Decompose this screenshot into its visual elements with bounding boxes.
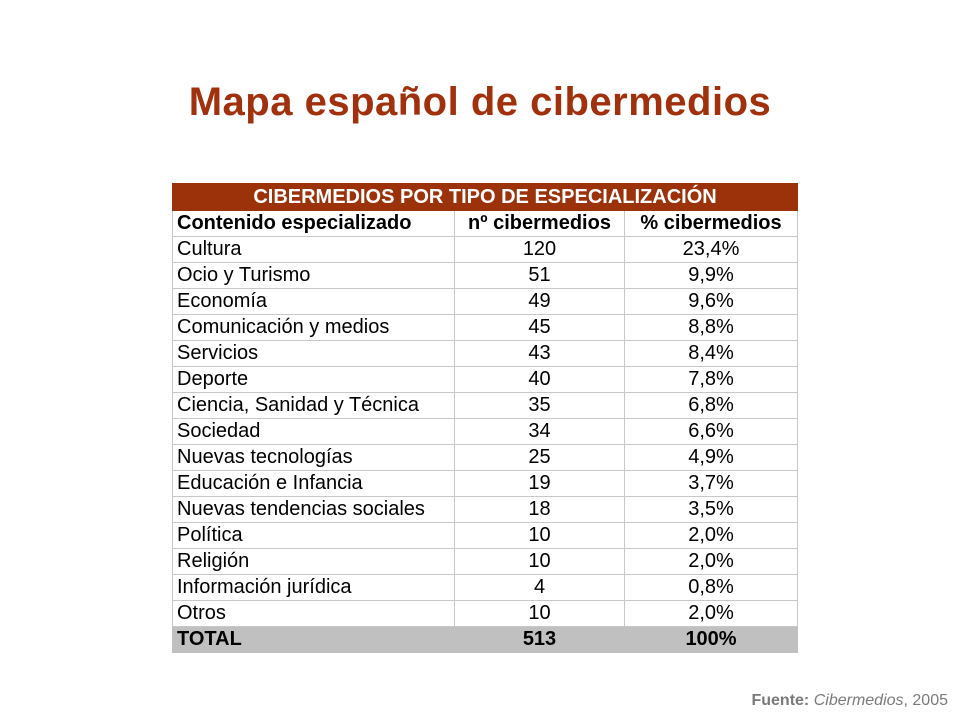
table-row	[173, 549, 798, 575]
cell-percent: 2,0%	[625, 549, 798, 575]
table-row	[173, 289, 798, 315]
source-label: Fuente:	[751, 692, 810, 709]
cell-percent: 7,8%	[625, 367, 798, 393]
cell-category: Información jurídica	[173, 575, 455, 601]
cell-category: Servicios	[173, 341, 455, 367]
cell-category: Cultura	[173, 237, 455, 263]
table-caption: CIBERMEDIOS POR TIPO DE ESPECIALIZACIÓN	[173, 184, 798, 211]
cell-count: 10	[455, 523, 625, 549]
table-row	[173, 263, 798, 289]
table-row	[173, 471, 798, 497]
table-row	[173, 419, 798, 445]
cell-percent: 9,6%	[625, 289, 798, 315]
table-row	[173, 393, 798, 419]
source-note	[751, 692, 948, 710]
table-caption-row	[173, 184, 798, 211]
cell-category: Ciencia, Sanidad y Técnica	[173, 393, 455, 419]
table-row	[173, 237, 798, 263]
cell-count: 35	[455, 393, 625, 419]
source-year: , 2005	[903, 692, 948, 709]
total-percent: 100%	[625, 627, 798, 653]
cell-percent: 23,4%	[625, 237, 798, 263]
cell-percent: 2,0%	[625, 523, 798, 549]
table-row	[173, 445, 798, 471]
cell-count: 45	[455, 315, 625, 341]
cell-percent: 0,8%	[625, 575, 798, 601]
cell-category: Nuevas tecnologías	[173, 445, 455, 471]
header-percent: % cibermedios	[625, 211, 798, 237]
cell-category: Otros	[173, 601, 455, 627]
cell-count: 51	[455, 263, 625, 289]
table-row	[173, 523, 798, 549]
table-row	[173, 341, 798, 367]
table-row	[173, 575, 798, 601]
cell-category: Religión	[173, 549, 455, 575]
cell-percent: 8,4%	[625, 341, 798, 367]
cell-category: Deporte	[173, 367, 455, 393]
cell-category: Sociedad	[173, 419, 455, 445]
cell-category: Educación e Infancia	[173, 471, 455, 497]
cell-count: 4	[455, 575, 625, 601]
specialization-table	[172, 183, 798, 653]
cell-percent: 3,7%	[625, 471, 798, 497]
table-row	[173, 601, 798, 627]
cell-category: Política	[173, 523, 455, 549]
table-row	[173, 315, 798, 341]
header-category: Contenido especializado	[173, 211, 455, 237]
table-row	[173, 367, 798, 393]
cell-count: 40	[455, 367, 625, 393]
cell-percent: 4,9%	[625, 445, 798, 471]
cell-category: Comunicación y medios	[173, 315, 455, 341]
cell-category: Ocio y Turismo	[173, 263, 455, 289]
table-header-row	[173, 211, 798, 237]
cell-count: 34	[455, 419, 625, 445]
header-count: nº cibermedios	[455, 211, 625, 237]
cell-count: 49	[455, 289, 625, 315]
cell-count: 43	[455, 341, 625, 367]
cell-category: Economía	[173, 289, 455, 315]
cell-percent: 9,9%	[625, 263, 798, 289]
cell-percent: 6,8%	[625, 393, 798, 419]
cell-count: 120	[455, 237, 625, 263]
cell-percent: 3,5%	[625, 497, 798, 523]
cell-count: 10	[455, 601, 625, 627]
total-label: TOTAL	[173, 627, 455, 653]
page-title: Mapa español de cibermedios	[188, 80, 772, 124]
table-row	[173, 497, 798, 523]
source-name: Cibermedios	[813, 692, 904, 709]
cell-count: 18	[455, 497, 625, 523]
cell-percent: 6,6%	[625, 419, 798, 445]
cell-count: 10	[455, 549, 625, 575]
cell-category: Nuevas tendencias sociales	[173, 497, 455, 523]
cell-count: 25	[455, 445, 625, 471]
total-count: 513	[455, 627, 625, 653]
table-total-row	[173, 627, 798, 653]
cell-percent: 2,0%	[625, 601, 798, 627]
cell-percent: 8,8%	[625, 315, 798, 341]
cell-count: 19	[455, 471, 625, 497]
